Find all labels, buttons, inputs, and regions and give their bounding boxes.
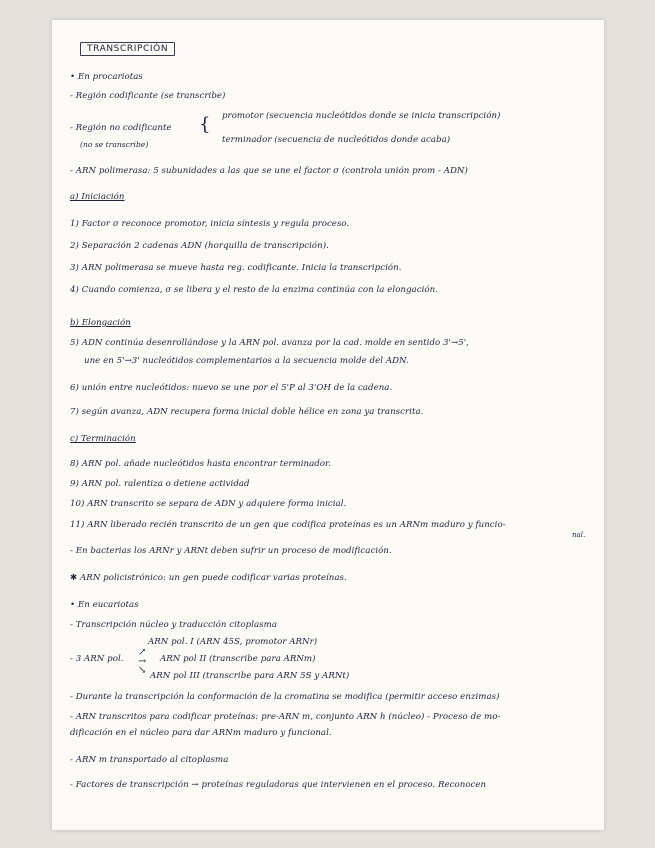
terminacion-step-11b: nal. [572, 531, 586, 539]
notebook-page [52, 20, 604, 830]
arn-pol-2: ARN pol II (transcribe para ARNm) [160, 654, 316, 664]
terminacion-step-8: 8) ARN pol. añade nucleótidos hasta encontrar terminador. [70, 459, 332, 469]
procariotas-line-3: - ARN polimerasa: 5 subunidades a las que se une el factor σ (controla unión prom - ADN) [70, 166, 468, 176]
iniciacion-heading: a) Iniciación [70, 192, 125, 202]
iniciacion-step-3: 3) ARN polimerasa se mueve hasta reg. codificante. Inicia la transcripción. [70, 263, 402, 273]
procariotas-line-1: - Región codificante (se transcribe) [70, 91, 226, 101]
elongacion-step-5b: une en 5'→3' nucleótidos complementarios a la secuencia molde del ADN. [84, 356, 409, 366]
eucariotas-line-1: - Transcripción núcleo y traducción citoplasma [70, 620, 278, 630]
terminacion-note-1: - En bacterias los ARNr y ARNt deben sufrir un proceso de modificación. [70, 546, 392, 556]
elongacion-step-6: 6) unión entre nucleótidos: nuevo se une por el 5'P al 3'OH de la cadena. [70, 383, 393, 393]
arrow-down-right-icon: ↘ [138, 665, 147, 676]
eucariotas-line-5: - Factores de transcripción → proteínas reguladoras que intervienen en el proceso. Reconocen [70, 780, 487, 790]
iniciacion-step-4: 4) Cuando comienza, σ se libera y el resto de la enzima continúa con la elongación. [70, 285, 438, 295]
elongacion-step-7: 7) según avanza, ADN recupera forma inicial doble hélice en zona ya transcrita. [70, 407, 424, 417]
procariotas-line-2: - Región no codificante [70, 123, 172, 133]
procariotas-heading: • En procariotas [70, 72, 143, 82]
circled-star-icon: ✱ [70, 573, 81, 583]
arrow-right-icon: → [138, 656, 147, 667]
eucariotas-heading: • En eucariotas [70, 600, 139, 610]
page-title: TRANSCRIPCIÓN [80, 42, 175, 56]
terminacion-note-2-row [70, 573, 598, 584]
promotor-note: promotor (secuencia nucleótidos donde se inicia transcripción) [222, 111, 501, 121]
arn-pol-label: - 3 ARN pol. [70, 654, 124, 664]
terminacion-step-9: 9) ARN pol. ralentiza o detiene actividad [70, 479, 250, 489]
eucariotas-line-3b: dificación en el núcleo para dar ARNm maduro y funcional. [70, 728, 332, 738]
eucariotas-line-2: - Durante la transcripción la conformación de la cromatina se modifica (permitir acceso enzimas) [70, 692, 500, 702]
terminacion-note-2: ARN policistrónico: un gen puede codificar varias proteínas. [80, 573, 347, 583]
terminacion-step-10: 10) ARN transcrito se separa de ADN y adquiere forma inicial. [70, 499, 347, 509]
arrow-up-right-icon: ↗ [138, 647, 147, 658]
eucariotas-line-3: - ARN transcritos para codificar proteínas: pre-ARN m, conjunto ARN h (núcleo) - Proceso de mo- [70, 712, 501, 722]
elongacion-heading: b) Elongación [70, 318, 131, 328]
elongacion-step-5: 5) ADN continúa desenrollándose y la ARN pol. avanza por la cad. molde en sentido 3'→5', [70, 338, 469, 348]
arn-pol-1: ARN pol. I (ARN 45S, promotor ARNr) [148, 637, 318, 647]
terminacion-step-11: 11) ARN liberado recién transcrito de un gen que codifica proteínas es un ARNm maduro y funcio- [70, 520, 506, 530]
brace-icon: { [199, 114, 211, 135]
procariotas-line-2b: (no se transcribe) [80, 140, 149, 149]
iniciacion-step-2: 2) Separación 2 cadenas ADN (horquilla de transcripción). [70, 241, 329, 251]
terminacion-heading: c) Terminación [70, 434, 136, 444]
iniciacion-step-1: 1) Factor σ reconoce promotor, inicia síntesis y regula proceso. [70, 219, 350, 229]
eucariotas-line-4: - ARN m transportado al citoplasma [70, 755, 229, 765]
arn-pol-3: ARN pol III (transcribe para ARN 5S y ARNt) [150, 671, 350, 681]
terminador-note: terminador (secuencia de nucleótidos donde acaba) [222, 135, 451, 145]
